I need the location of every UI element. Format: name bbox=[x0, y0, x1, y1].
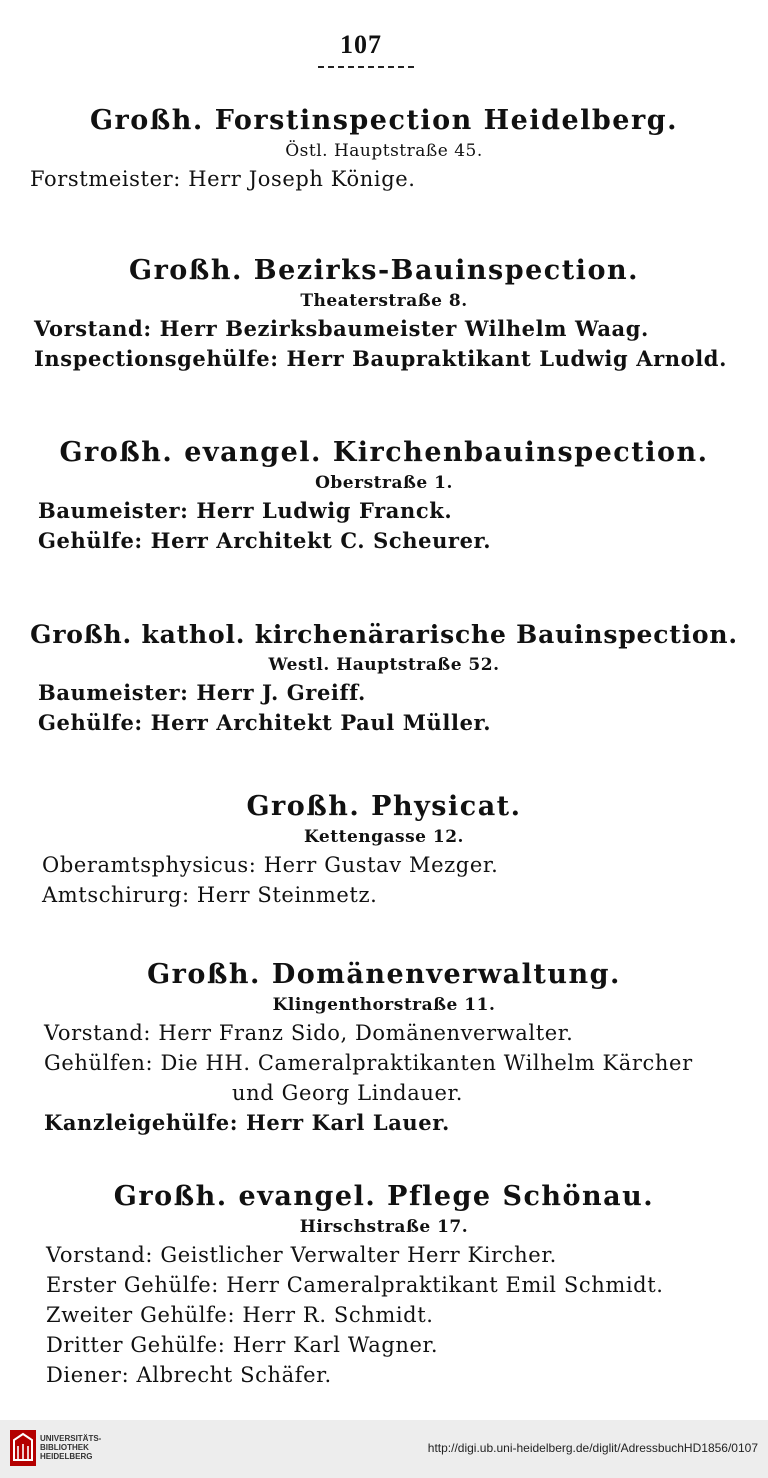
section-title: Großh. Physicat. bbox=[246, 791, 522, 822]
section-address: Theaterstraße 8. bbox=[300, 291, 468, 311]
section-bezirks-bauinspection bbox=[0, 254, 768, 374]
section-title: Großh. evangel. Pflege Schönau. bbox=[113, 1181, 655, 1212]
entry-line: Forstmeister: Herr Joseph Könige. bbox=[30, 167, 416, 191]
entry-line: Gehülfen: Die HH. Cameralpraktikanten Wilhelm Kärcher bbox=[44, 1051, 693, 1075]
section-title: Großh. evangel. Kirchenbauinspection. bbox=[59, 437, 709, 468]
section-kirchenbauinspection bbox=[0, 436, 768, 556]
page-number: 107 bbox=[340, 30, 382, 59]
entry-line: Zweiter Gehülfe: Herr R. Schmidt. bbox=[46, 1303, 434, 1327]
entry-line: Inspectionsgehülfe: Herr Baupraktikant Ludwig Arnold. bbox=[34, 346, 727, 371]
entry-line: Vorstand: Herr Bezirksbaumeister Wilhelm Waag. bbox=[34, 316, 649, 341]
footer-bar bbox=[0, 1420, 768, 1478]
section-title: Großh. Domänenverwaltung. bbox=[147, 959, 621, 990]
section-address: Östl. Hauptstraße 45. bbox=[285, 141, 483, 161]
entry-line: Erster Gehülfe: Herr Cameralpraktikant Emil Schmidt. bbox=[46, 1273, 664, 1297]
entry-line: Baumeister: Herr Ludwig Franck. bbox=[38, 498, 453, 523]
entry-line: Baumeister: Herr J. Greiff. bbox=[38, 680, 366, 705]
entry-line: Kanzleigehülfe: Herr Karl Lauer. bbox=[44, 1110, 450, 1135]
entry-line-continuation: und Georg Lindauer. bbox=[232, 1081, 464, 1105]
section-address: Westl. Hauptstraße 52. bbox=[268, 655, 500, 675]
entry-line: Vorstand: Herr Franz Sido, Domänenverwalter. bbox=[44, 1021, 574, 1045]
section-address: Oberstraße 1. bbox=[315, 473, 453, 493]
section-physicat bbox=[0, 790, 768, 910]
section-pflege-schoenau bbox=[0, 1180, 768, 1390]
section-address: Hirschstraße 17. bbox=[299, 1217, 469, 1237]
entry-line: Dritter Gehülfe: Herr Karl Wagner. bbox=[46, 1333, 439, 1357]
section-address: Klingenthorstraße 11. bbox=[272, 995, 496, 1015]
entry-line: Gehülfe: Herr Architekt Paul Müller. bbox=[38, 710, 492, 735]
entry-line: Diener: Albrecht Schäfer. bbox=[46, 1363, 332, 1387]
section-title: Großh. kathol. kirchenärarische Bauinspection. bbox=[30, 620, 738, 649]
library-logo-icon bbox=[10, 1430, 36, 1466]
entry-line: Vorstand: Geistlicher Verwalter Herr Kircher. bbox=[46, 1243, 557, 1267]
section-title: Großh. Bezirks-Bauinspection. bbox=[129, 255, 639, 286]
entry-line: Gehülfe: Herr Architekt C. Scheurer. bbox=[38, 528, 492, 553]
library-name-line: HEIDELBERG bbox=[40, 1452, 93, 1461]
entry-line: Amtschirurg: Herr Steinmetz. bbox=[42, 883, 378, 907]
library-name bbox=[40, 1434, 101, 1461]
library-name-line: BIBLIOTHEK bbox=[40, 1443, 89, 1452]
section-forstinspection bbox=[0, 104, 768, 194]
library-name-line: UNIVERSITÄTS- bbox=[40, 1434, 102, 1443]
section-title: Großh. Forstinspection Heidelberg. bbox=[89, 105, 678, 136]
section-kirchenaerarische-bauinspection bbox=[0, 618, 768, 738]
page-number-rule bbox=[318, 66, 414, 68]
section-domaenenverwaltung bbox=[0, 958, 768, 1138]
source-url-link[interactable]: http://digi.ub.uni-heidelberg.de/diglit/AdressbuchHD1856/0107 bbox=[427, 1441, 758, 1455]
entry-line: Oberamtsphysicus: Herr Gustav Mezger. bbox=[42, 853, 499, 877]
section-address: Kettengasse 12. bbox=[304, 827, 464, 847]
